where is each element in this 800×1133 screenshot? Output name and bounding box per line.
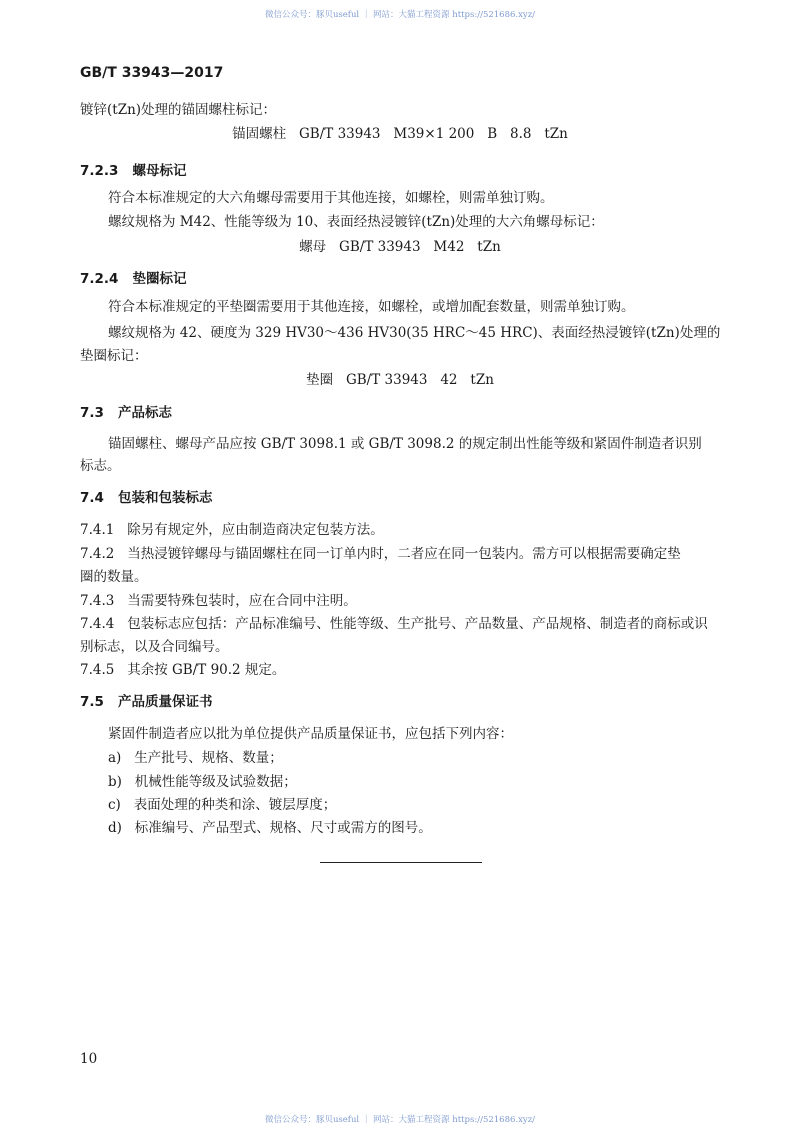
text-line: b) 机械性能等级及试验数据； [108,774,297,790]
text-line: 锚固螺柱 GB/T 33943 M39×1 200 B 8.8 tZn [232,126,568,142]
section-heading: 7.2.4 垫圈标记 [80,271,187,287]
section-heading: 7.3 产品标志 [80,405,173,421]
text-line: 垫圈标记： [80,348,148,364]
text-line: 锚固螺柱、螺母产品应按 GB/T 3098.1 或 GB/T 3098.2 的规定制出性能等级和紧固件制造者识别 [108,436,702,452]
text-line: 7.4.2 当热浸镀锌螺母与锚固螺柱在同一订单内时，二者应在同一包装内。需方可以根据需要确定垫 [80,546,681,562]
text-line: 7.4.5 其余按 GB/T 90.2 规定。 [80,662,286,678]
text-line: c) 表面处理的种类和涂、镀层厚度； [108,797,337,813]
text-line: 7.4.4 包装标志应包括：产品标准编号、性能等级、生产批号、产品数量、产品规格、制造者的商标或识 [80,616,708,632]
watermark-bottom: 微信公众号：豚贝useful ｜ 网站：大猫工程资源 https://521686.xyz/ [264,1115,536,1125]
text-line: a) 生产批号、规格、数量； [108,750,283,766]
end-rule [320,862,482,863]
text-line: 镀锌(tZn)处理的锚固螺柱标记： [80,102,277,118]
standard-header: GB/T 33943—2017 [80,65,224,81]
text-line: 螺纹规格为 M42、性能等级为 10、表面经热浸镀锌(tZn)处理的大六角螺母标记： [108,214,604,230]
section-heading: 7.4 包装和包装标志 [80,490,213,506]
text-line: d) 标准编号、产品型式、规格、尺寸或需方的图号。 [108,820,432,836]
text-line: 圈的数量。 [80,569,148,585]
text-line: 别标志，以及合同编号。 [80,639,229,655]
text-line: 标志。 [80,458,121,474]
watermark-top: 微信公众号：豚贝useful ｜ 网站：大猫工程资源 https://521686.xyz/ [264,10,536,20]
text-line: 7.4.3 当需要特殊包装时，应在合同中注明。 [80,593,357,609]
section-heading: 7.5 产品质量保证书 [80,694,213,710]
text-line: 符合本标准规定的平垫圈需要用于其他连接，如螺栓，或增加配套数量，则需单独订购。 [108,299,635,315]
text-line: 符合本标准规定的大六角螺母需要用于其他连接，如螺栓，则需单独订购。 [108,190,554,206]
text-line: 紧固件制造者应以批为单位提供产品质量保证书，应包括下列内容： [108,726,513,742]
text-line: 垫圈 GB/T 33943 42 tZn [306,372,494,388]
section-heading: 7.2.3 螺母标记 [80,163,187,179]
text-line: 7.4.1 除另有规定外，应由制造商决定包装方法。 [80,522,384,538]
page-number: 10 [80,1051,98,1067]
text-line: 螺母 GB/T 33943 M42 tZn [299,239,501,255]
text-line: 螺纹规格为 42、硬度为 329 HV30～436 HV30(35 HRC～45 HRC)、表面经热浸镀锌(tZn)处理的 [108,325,721,341]
